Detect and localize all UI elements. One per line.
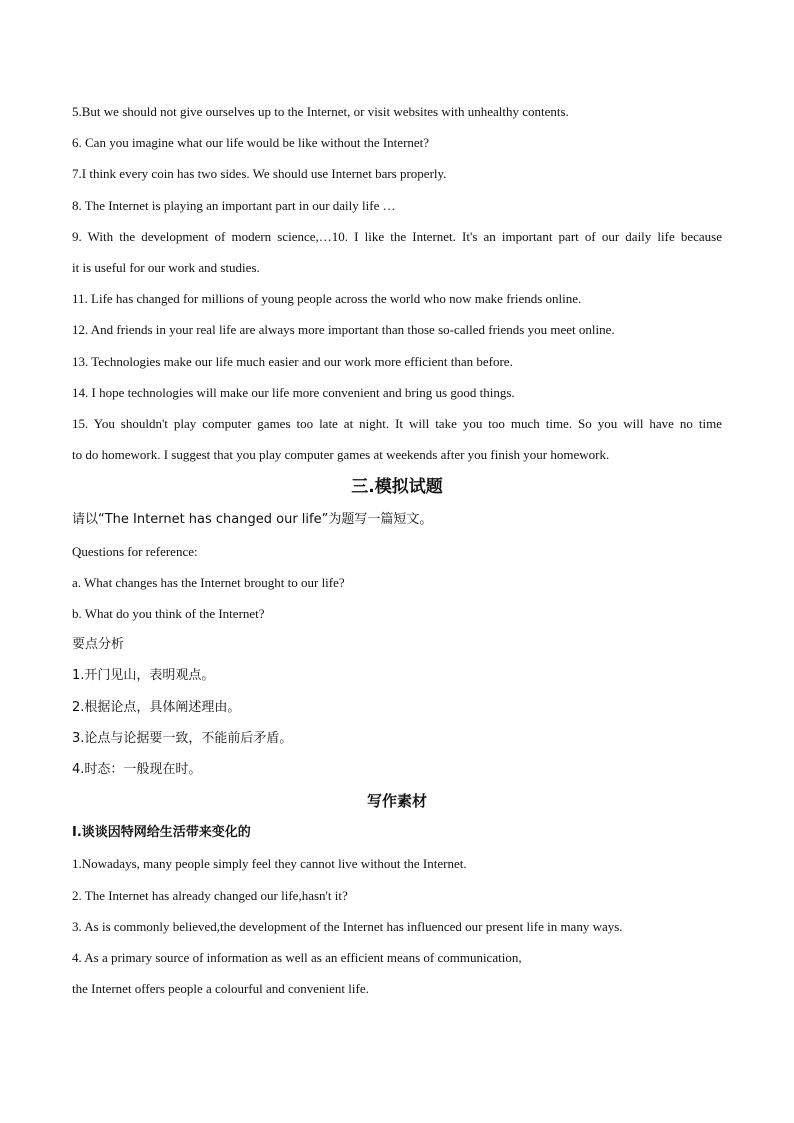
text-line-9: 9. With the development of modern science,…10. I like the Internet. It's an important part of our daily life because [72,228,722,244]
analysis-label: 要点分析 [72,637,125,653]
text-line-8: 8. The Internet is playing an important part in our daily life … [72,197,396,213]
analysis-point-1: 1.开门见山，表明观点。 [72,668,215,684]
analysis-point-3: 3.论点与论据要一致，不能前后矛盾。 [72,730,293,746]
material-line-4-cont: the Internet offers people a colourful and convenient life. [72,981,369,997]
text-line-13: 13. Technologies make our life much easier and our work more efficient than before. [72,353,513,369]
materials-title: 写作素材 [366,792,427,811]
materials-subheading: I.谈谈因特网给生活带来变化的 [72,825,251,841]
section-title-mock-test: 三.模拟试题 [351,477,443,498]
text-line-15: 15. You shouldn't play computer games too late at night. It will take you too much time. So you will have no time [72,416,722,432]
text-line-14: 14. I hope technologies will make our life more convenient and bring us good things. [72,384,515,400]
document-page [72,96,722,1004]
question-a: a. What changes has the Internet brought to our life? [72,574,345,590]
text-line-9-cont: it is useful for our work and studies. [72,260,260,276]
analysis-point-2: 2.根据论点，具体阐述理由。 [72,699,241,715]
text-line-6: 6. Can you imagine what our life would be like without the Internet? [72,135,430,151]
text-line-12: 12. And friends in your real life are always more important than those so-called friends you meet online. [72,322,615,338]
text-line-5: 5.But we should not give ourselves up to the Internet, or visit websites with unhealthy contents. [72,104,569,119]
material-line-4: 4. As a primary source of information as well as an efficient means of communication, [72,950,522,966]
analysis-point-4: 4.时态：一般现在时。 [72,762,202,778]
writing-prompt: 请以“The Internet has changed our life”为题写一篇短文。 [72,512,433,528]
material-line-2: 2. The Internet has already changed our life,hasn't it? [72,887,348,903]
material-line-3: 3. As is commonly believed,the development of the Internet has influenced our present life in many ways. [72,918,623,934]
text-line-15-cont: to do homework. I suggest that you play computer games at weekends after you finish your homework. [72,447,610,463]
text-line-7: 7.I think every coin has two sides. We should use Internet bars properly. [72,166,447,182]
text-line-11: 11. Life has changed for millions of young people across the world who now make friends online. [72,291,582,307]
questions-label: Questions for reference: [72,543,198,559]
material-line-1: 1.Nowadays, many people simply feel they cannot live without the Internet. [72,856,467,872]
question-b: b. What do you think of the Internet? [72,606,265,622]
